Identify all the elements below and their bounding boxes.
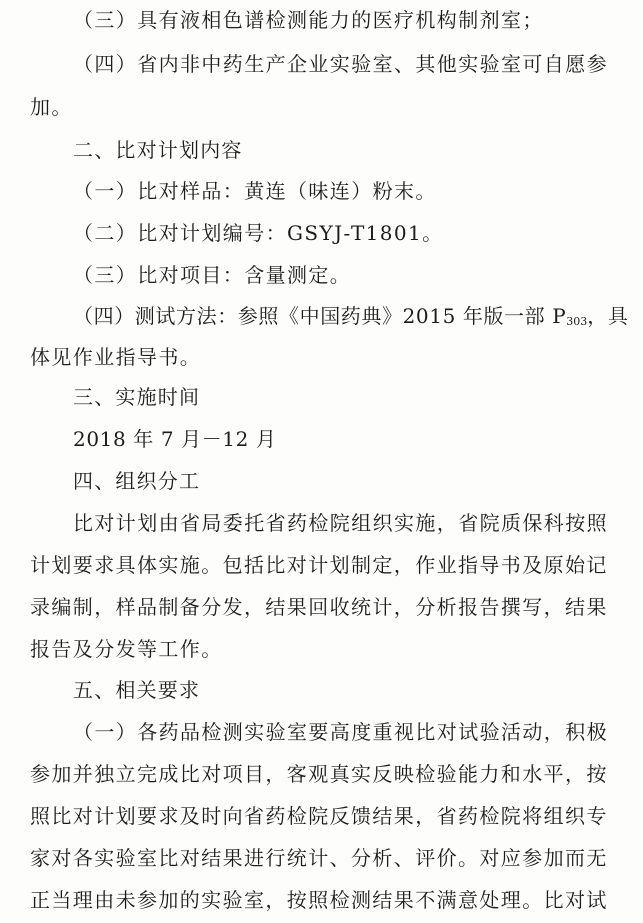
paragraph-requirements-line3: 照比对计划要求及时向省药检院反馈结果，省药检院将组织专: [30, 804, 608, 828]
paragraph-requirements-line4: 家对各实验室比对结果进行统计、分析、评价。对应参加而无: [30, 846, 608, 870]
paragraph-test-method-line2: 体见作业指导书。: [30, 345, 202, 369]
test-method-tail: ，具: [587, 304, 629, 328]
section-heading-2: 二、比对计划内容: [73, 138, 243, 162]
paragraph-item-4-line2: 加。: [30, 95, 73, 119]
paragraph-project: （三）比对项目：含量测定。: [73, 263, 352, 287]
page-subscript: 303: [566, 315, 588, 328]
paragraph-item-4-line1: （四）省内非中药生产企业实验室、其他实验室可自愿参: [73, 52, 608, 76]
paragraph-organization-line4: 报告及分发等工作。: [30, 637, 223, 661]
paragraph-item-3: （三）具有液相色谱检测能力的医疗机构制剂室；: [73, 8, 544, 32]
paragraph-requirements-line5: 正当理由未参加的实验室，按照检测结果不满意处理。比对试: [30, 888, 608, 912]
paragraph-requirements-line1: （一）各药品检测实验室要高度重视比对试验活动，积极: [73, 720, 608, 744]
paragraph-time: 2018 年 7 月－12 月: [73, 427, 277, 451]
test-method-text: （四）测试方法：参照《中国药典》2015 年版一部 P: [73, 304, 567, 328]
paragraph-plan-number: （二）比对计划编号：GSYJ-T1801。: [73, 221, 444, 245]
paragraph-organization-line3: 录编制，样品制备分发，结果回收统计，分析报告撰写，结果: [30, 595, 608, 619]
paragraph-organization-line1: 比对计划由省局委托省药检院组织实施，省院质保科按照: [73, 511, 608, 535]
section-heading-3: 三、实施时间: [73, 385, 201, 409]
paragraph-organization-line2: 计划要求具体实施。包括比对计划制定，作业指导书及原始记: [30, 553, 608, 577]
section-heading-4: 四、组织分工: [73, 469, 201, 493]
paragraph-sample: （一）比对样品：黄连（味连）粉末。: [73, 179, 437, 203]
paragraph-requirements-line2: 参加并独立完成比对项目，客观真实反映检验能力和水平，按: [30, 762, 608, 786]
section-heading-5: 五、相关要求: [73, 678, 201, 702]
paragraph-test-method-line1: [73, 302, 628, 336]
